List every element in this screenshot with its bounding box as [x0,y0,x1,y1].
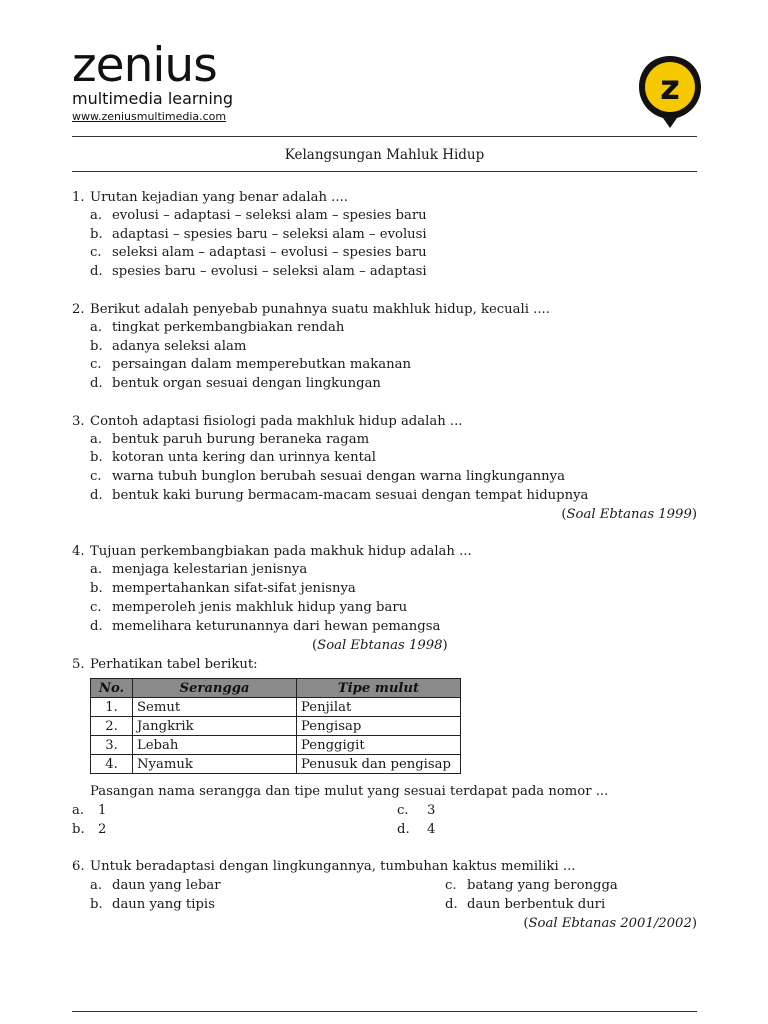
option-text: tingkat perkembangbiakan rendah [112,319,345,335]
option-letter: b. [90,581,103,597]
option-letter: a. [90,878,103,894]
header-divider-bottom [72,171,697,172]
option [72,468,697,487]
option-letter: d. [90,618,103,634]
option-letter: d. [90,264,103,280]
option-text: bentuk organ sesuai dengan lingkungan [112,375,381,391]
table-cell: Pengisap [297,717,461,736]
table-cell: 4. [91,755,133,774]
option-letter: c. [90,469,102,485]
question-text: Tujuan perkembangbiakan pada makhuk hidup adalah ... [90,544,472,560]
option-text: 2 [98,822,107,838]
table-cell: 1. [91,698,133,717]
table-row [91,698,461,717]
option [72,263,697,282]
option-letter: d. [90,375,103,391]
option [445,876,618,895]
option-letter: b. [90,897,103,913]
option [72,561,697,580]
option-text: warna tubuh bunglon berubah sesuai dengan warna lingkungannya [112,469,565,485]
option-letter: c. [90,245,102,261]
table-header-cell: Tipe mulut [297,679,461,698]
question-source: (Soal Ebtanas 1998) [312,638,448,654]
option-letter: a. [90,319,103,335]
option-text: seleksi alam – adaptasi – evolusi – spesies baru [112,245,427,261]
question-text: Urutan kejadian yang benar adalah .... [90,190,348,205]
table-cell: Jangkrik [133,717,297,736]
question-1 [72,188,697,282]
table-cell: Penggigit [297,736,461,755]
insect-table [90,678,461,774]
question-number: 1. [72,190,85,205]
zenius-logo-icon [636,54,704,130]
option-text: daun berbentuk duri [467,897,606,913]
table-cell: 3. [91,736,133,755]
option [72,319,697,338]
question-source: (Soal Ebtanas 1999) [561,507,697,523]
option-text: kotoran unta kering dan urinnya kental [112,450,376,466]
option [72,226,697,245]
source-text: Soal Ebtanas 2001/2002 [528,916,692,932]
option [72,580,697,599]
options-grid [72,876,697,914]
option-letter: d. [397,822,410,838]
question-4 [72,542,697,655]
option-text: 1 [98,803,107,819]
option-letter: c. [445,878,457,894]
option-letter: b. [72,822,85,838]
option [445,895,618,914]
option [72,431,697,450]
question-followup: Pasangan nama serangga dan tipe mulut yang sesuai terdapat pada nomor ... [90,784,609,800]
option [72,375,697,394]
option-text: bentuk kaki burung bermacam-macam sesuai dengan tempat hidupnya [112,487,589,503]
option-text: evolusi – adaptasi – seleksi alam – spesies baru [112,208,427,223]
brand-block [72,38,234,123]
option-text: 3 [427,803,436,819]
table-header-row [91,679,461,698]
option-letter: b. [90,338,103,354]
option-text: adanya seleksi alam [112,338,247,354]
option [397,820,435,839]
question-text: Perhatikan tabel berikut: [90,657,258,673]
footer-divider [72,1011,697,1012]
option-text: daun yang tipis [112,897,215,913]
option [72,820,397,839]
table-cell: Penjilat [297,698,461,717]
question-list [72,188,697,933]
option-letter: a. [90,208,103,223]
header-divider-top [72,136,697,137]
option-letter: a. [90,431,103,447]
table-cell: Penusuk dan pengisap [297,755,461,774]
option [72,338,697,357]
option-letter: c. [397,803,409,819]
option [397,801,435,820]
option-text: bentuk paruh burung beraneka ragam [112,431,370,447]
option-text: spesies baru – evolusi – seleksi alam – adaptasi [112,264,427,280]
options-grid [72,801,697,839]
logo-letter: z [660,68,680,108]
option-letter: a. [72,803,85,819]
option [72,618,697,637]
table-row [91,755,461,774]
option [72,801,397,820]
question-2 [72,300,697,394]
option-letter: b. [90,226,103,242]
option [90,895,445,914]
table-cell: Nyamuk [133,755,297,774]
table-row [91,736,461,755]
question-number: 2. [72,301,85,317]
option [72,599,697,618]
question-number: 6. [72,859,85,875]
question-number: 4. [72,544,85,560]
option-letter: b. [90,450,103,466]
option [72,449,697,468]
option [72,244,697,263]
option-text: batang yang berongga [467,878,618,894]
question-3 [72,412,697,525]
option-letter: d. [445,897,458,913]
option [72,487,697,506]
brand-url-link[interactable]: www.zeniusmultimedia.com [72,110,227,123]
question-number: 5. [72,657,85,673]
source-text: Soal Ebtanas 1999 [566,507,692,523]
table-cell: 2. [91,717,133,736]
option-text: mempertahankan sifat-sifat jenisnya [112,581,356,597]
option-text: persaingan dalam memperebutkan makanan [112,357,411,373]
brand-tagline: multimedia learning [72,89,234,108]
table-row [91,717,461,736]
question-text: Untuk beradaptasi dengan lingkungannya, tumbuhan kaktus memiliki ... [90,859,576,875]
table-header-cell: No. [91,679,133,698]
option-letter: d. [90,487,103,503]
source-text: Soal Ebtanas 1998 [317,638,443,654]
option-text: menjaga kelestarian jenisnya [112,562,308,578]
option-letter: a. [90,562,103,578]
document-title: Kelangsungan Mahluk Hidup [284,147,485,163]
table-cell: Lebah [133,736,297,755]
option-text: daun yang lebar [112,878,221,894]
option [72,356,697,375]
question-text: Berikut adalah penyebab punahnya suatu makhluk hidup, kecuali .... [90,301,550,317]
question-number: 3. [72,413,85,429]
question-5 [72,655,697,839]
question-text: Contoh adaptasi fisiologi pada makhluk hidup adalah ... [90,413,463,429]
option-letter: c. [90,357,102,373]
table-cell: Semut [133,698,297,717]
question-source: (Soal Ebtanas 2001/2002) [523,916,697,932]
option-text: memperoleh jenis makhluk hidup yang baru [112,599,408,615]
option-text: adaptasi – spesies baru – seleksi alam – evolusi [112,226,427,242]
question-6 [72,857,697,933]
option [72,207,697,226]
table-header-cell: Serangga [133,679,297,698]
brand-name: zenius [72,38,217,93]
option-text: memelihara keturunannya dari hewan pemangsa [112,618,441,634]
option-letter: c. [90,599,102,615]
option-text: 4 [427,822,436,838]
option [90,876,445,895]
